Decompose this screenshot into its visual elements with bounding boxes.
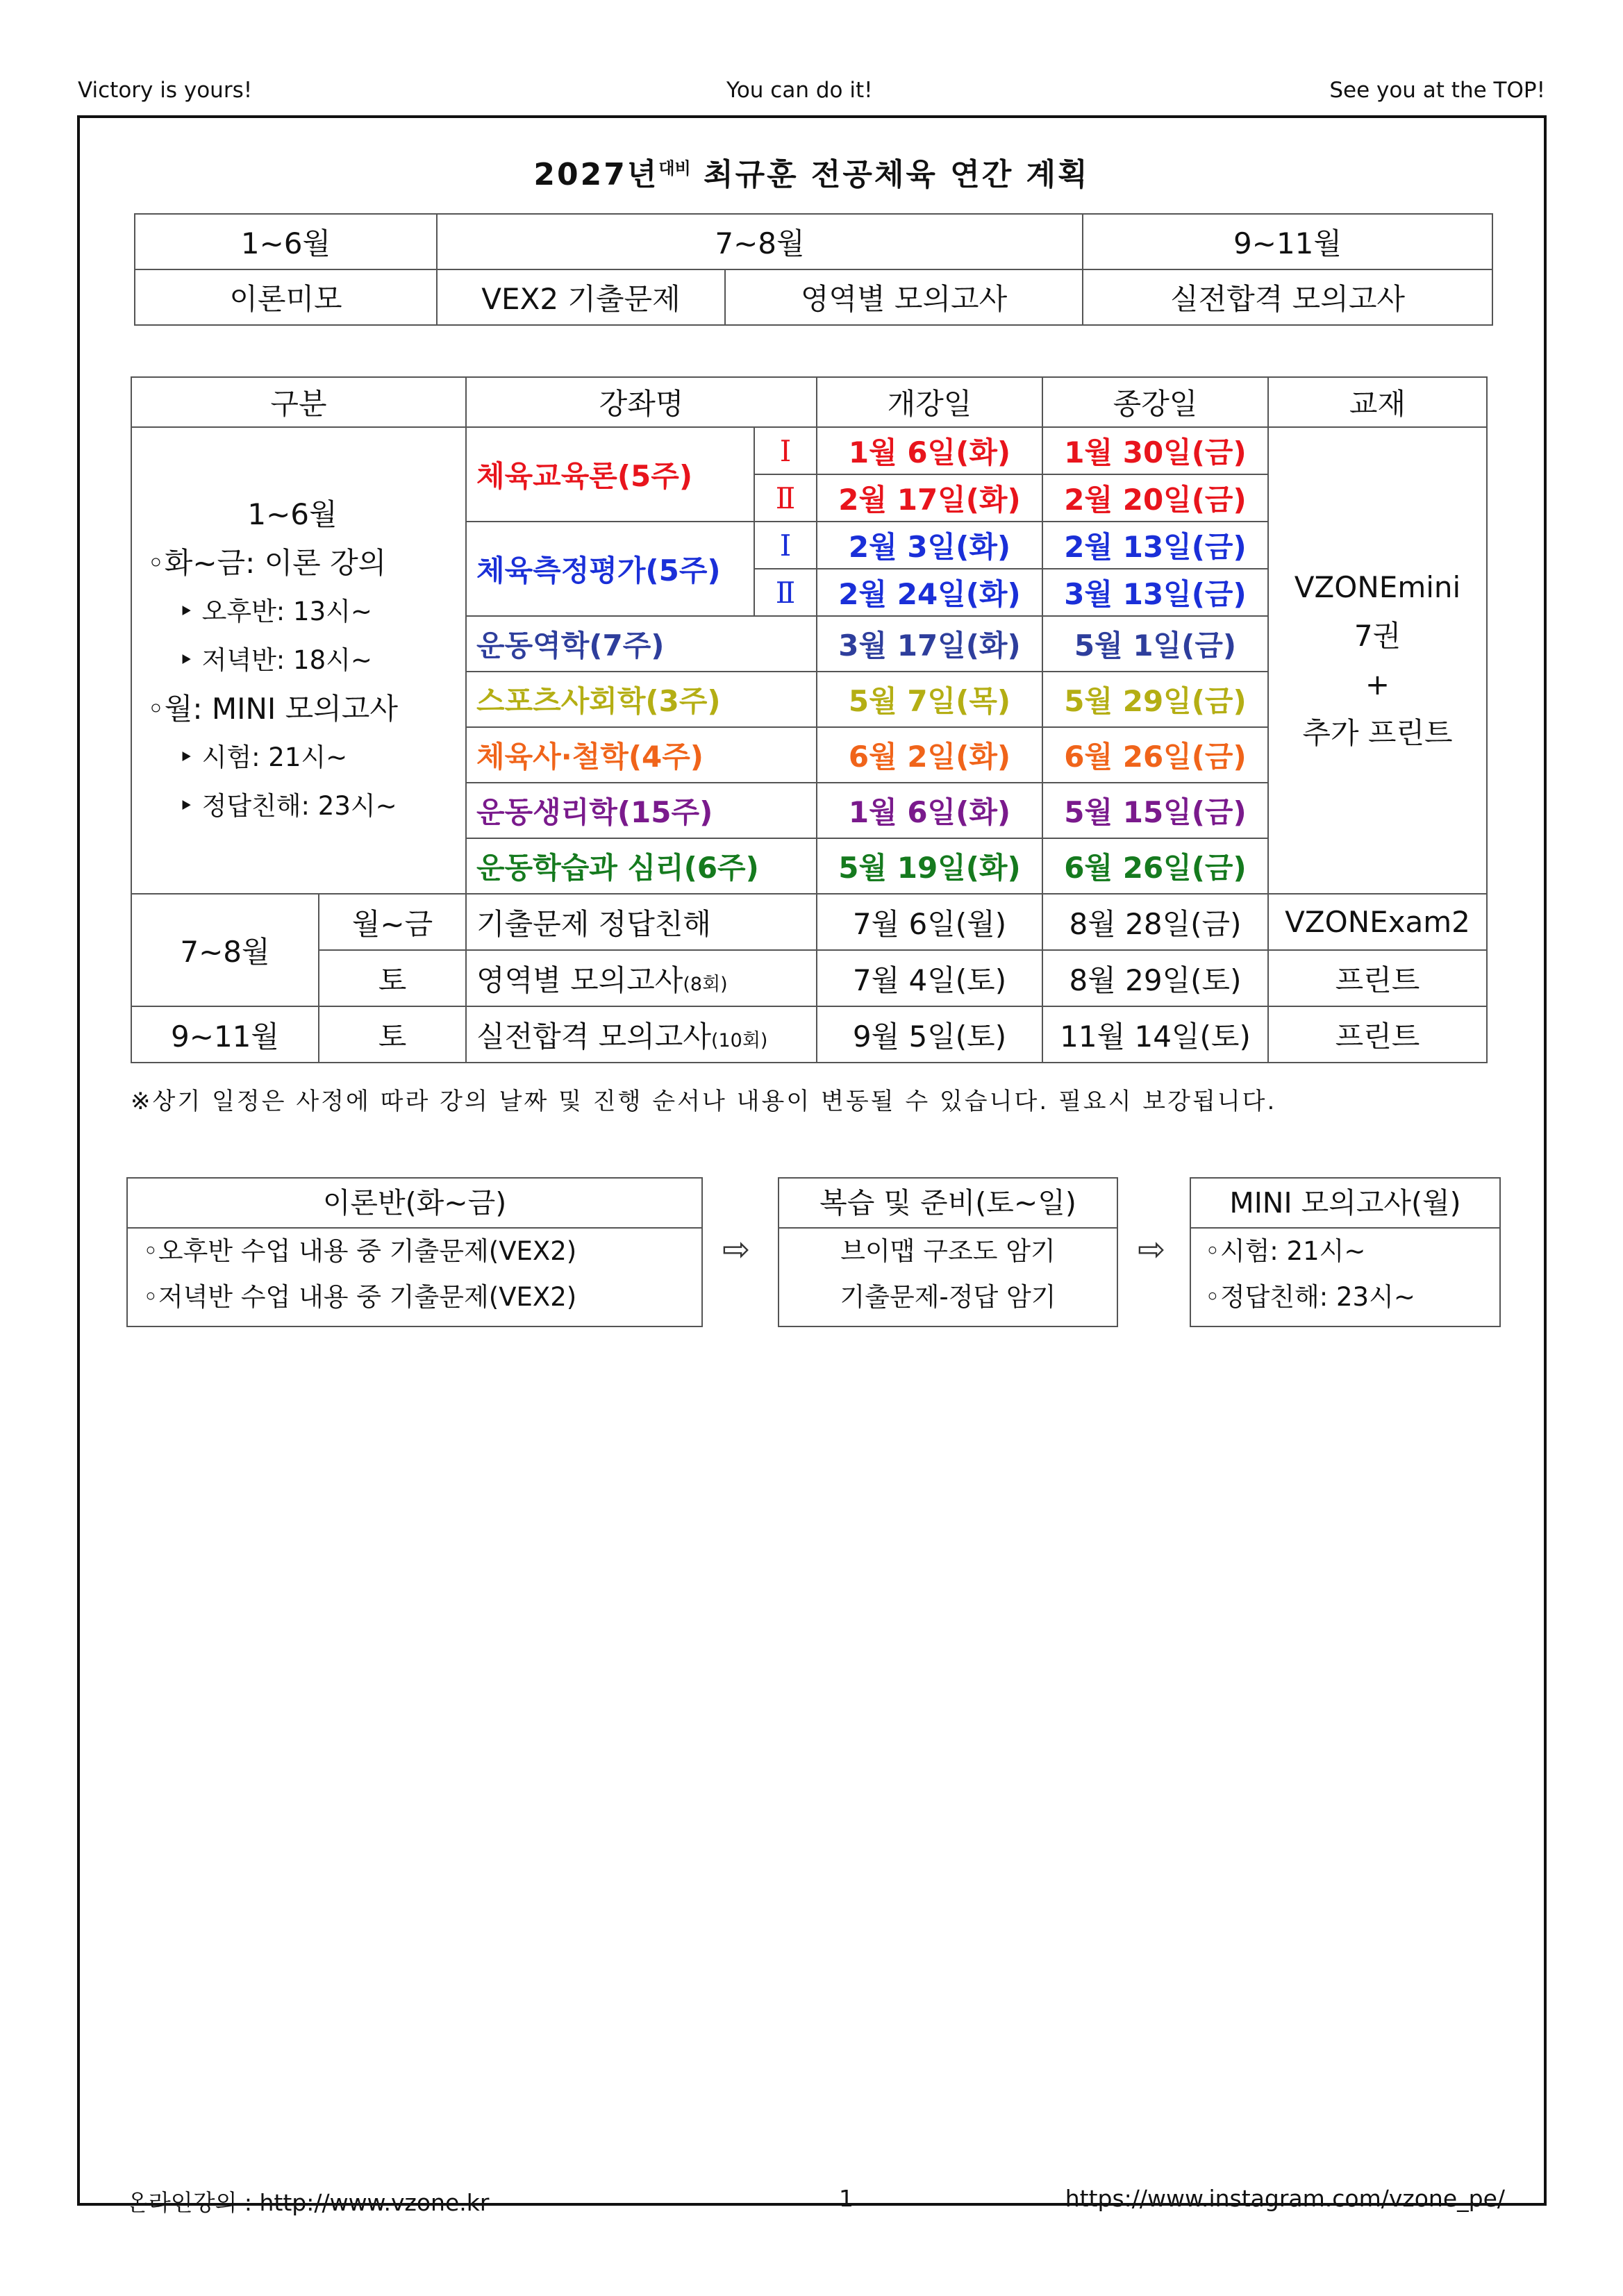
end-date: 2월 13일(금): [1042, 522, 1268, 569]
term-label: Ⅰ: [754, 522, 817, 569]
afternoon-class: ‣ 오후반: 13시~: [178, 597, 372, 626]
end-date: 5월 15일(금): [1042, 783, 1268, 838]
summer-course: 기출문제 정답친해: [466, 894, 817, 950]
flow-box-line: 기출문제-정답 암기: [840, 1282, 1056, 1312]
term-label: Ⅰ: [754, 427, 817, 474]
course-name: 운동생리학(15주): [466, 783, 817, 838]
flow-box-line: ◦시험: 21시~: [1205, 1236, 1366, 1266]
flow-arrow-icon: ⇨: [1138, 1230, 1166, 1269]
evening-class: ‣ 저녁반: 18시~: [178, 645, 372, 675]
start-date: 3월 17일(화): [817, 616, 1042, 672]
start-date: 5월 19일(화): [817, 838, 1042, 894]
fall-end: 11월 14일(토): [1042, 1006, 1268, 1063]
start-date: 1월 6일(화): [817, 783, 1042, 838]
flow-arrow-icon: ⇨: [722, 1230, 751, 1269]
theory-weekday: ◦화~금: 이론 강의: [147, 546, 387, 580]
summer-start: 7월 4일(토): [817, 950, 1042, 1006]
flow-box-mini: [1190, 1177, 1501, 1327]
course-name: 스포츠사회학(3주): [466, 672, 817, 727]
overview-period: 1~6월: [135, 214, 437, 269]
header-start: 개강일: [817, 377, 1042, 427]
summer-book: VZONExam2: [1268, 894, 1487, 950]
end-date: 6월 26일(금): [1042, 727, 1268, 783]
course-name: 체육사·철학(4주): [466, 727, 817, 783]
answer-time: ‣ 정답친해: 23시~: [178, 791, 397, 821]
start-date: 5월 7일(목): [817, 672, 1042, 727]
end-date: 6월 26일(금): [1042, 838, 1268, 894]
course-name: 운동역학(7주): [466, 616, 817, 672]
book-plus: +: [1365, 667, 1390, 701]
summer-book: 프린트: [1268, 950, 1487, 1006]
header-end: 종강일: [1042, 377, 1268, 427]
page-title: 2027년$^{대비}$ 최규훈 전공체육 연간 계획: [533, 157, 1090, 192]
start-date: 1월 6일(화): [817, 427, 1042, 474]
footer-right: https://www.instagram.com/vzone_pe/: [1065, 2185, 1505, 2212]
flow-box-line: ◦정답친해: 23시~: [1205, 1282, 1415, 1312]
page-number: 1: [839, 2185, 854, 2212]
flow-box-review: [778, 1177, 1118, 1327]
course-name: 운동학습과 심리(6주): [466, 838, 817, 894]
book-title: VZONEmini: [1294, 570, 1461, 604]
monday-mini: ◦월: MINI 모의고사: [147, 692, 398, 726]
summer-end: 8월 28일(금): [1042, 894, 1268, 950]
term-label: Ⅱ: [754, 474, 817, 522]
header-book: 교재: [1268, 377, 1487, 427]
flow-box-theory: [126, 1177, 703, 1327]
fall-period: 9~11월: [131, 1006, 319, 1063]
fall-start: 9월 5일(토): [817, 1006, 1042, 1063]
header-left: Victory is yours!: [78, 78, 253, 103]
book-volumes: 7권: [1354, 619, 1401, 653]
fall-days: 토: [319, 1006, 466, 1063]
theory-period: 1~6월: [247, 497, 338, 531]
course-name: 체육측정평가(5주): [466, 522, 754, 616]
summer-end: 8월 29일(토): [1042, 950, 1268, 1006]
theory-period-cell: [131, 427, 466, 894]
header-center: You can do it!: [726, 78, 873, 103]
summer-period: 7~8월: [131, 894, 319, 1006]
summer-start: 7월 6일(월): [817, 894, 1042, 950]
overview-table: [134, 213, 1493, 326]
end-date: 3월 13일(금): [1042, 569, 1268, 616]
overview-period: 7~8월: [437, 214, 1083, 269]
schedule-note: ※상기 일정은 사정에 따라 강의 날짜 및 진행 순서나 내용이 변동될 수 있습니다. 필요시 보강됩니다.: [131, 1088, 1277, 1115]
start-date: 2월 3일(화): [817, 522, 1042, 569]
flow-box-line: 브이맵 구조도 암기: [840, 1236, 1056, 1266]
flow-box-title: 이론반(화~금): [128, 1179, 701, 1229]
header-course: 강좌명: [466, 377, 817, 427]
footer-left: 온라인강의 : http://www.vzone.kr: [126, 2189, 490, 2216]
summer-days: 토: [319, 950, 466, 1006]
end-date: 5월 29일(금): [1042, 672, 1268, 727]
start-date: 6월 2일(화): [817, 727, 1042, 783]
header-right: See you at the TOP!: [1329, 78, 1545, 103]
start-date: 2월 17일(화): [817, 474, 1042, 522]
overview-item: 이론미모: [135, 269, 437, 325]
book-extra: 추가 프린트: [1302, 716, 1453, 750]
overview-item: 실전합격 모의고사: [1083, 269, 1492, 325]
book-cell: [1268, 427, 1487, 894]
fall-book: 프린트: [1268, 1006, 1487, 1063]
end-date: 1월 30일(금): [1042, 427, 1268, 474]
flow-box-line: ◦저녁반 수업 내용 중 기출문제(VEX2): [143, 1282, 577, 1312]
exam-time: ‣ 시험: 21시~: [178, 742, 348, 772]
end-date: 5월 1일(금): [1042, 616, 1268, 672]
schedule-table: [131, 376, 1488, 1063]
start-date: 2월 24일(화): [817, 569, 1042, 616]
flow-box-line: ◦오후반 수업 내용 중 기출문제(VEX2): [143, 1236, 577, 1266]
header-category: 구분: [131, 377, 466, 427]
overview-item: 영역별 모의고사: [725, 269, 1083, 325]
fall-course: 실전합격 모의고사(10회): [466, 1006, 817, 1063]
flow-box-title: MINI 모의고사(월): [1191, 1179, 1499, 1229]
flow-box-title: 복습 및 준비(토~일): [779, 1179, 1117, 1229]
summer-mock-course: 영역별 모의고사(8회): [466, 950, 817, 1006]
end-date: 2월 20일(금): [1042, 474, 1268, 522]
summer-days: 월~금: [319, 894, 466, 950]
overview-period: 9~11월: [1083, 214, 1492, 269]
term-label: Ⅱ: [754, 569, 817, 616]
course-name: 체육교육론(5주): [466, 427, 754, 522]
overview-item: VEX2 기출문제: [437, 269, 725, 325]
